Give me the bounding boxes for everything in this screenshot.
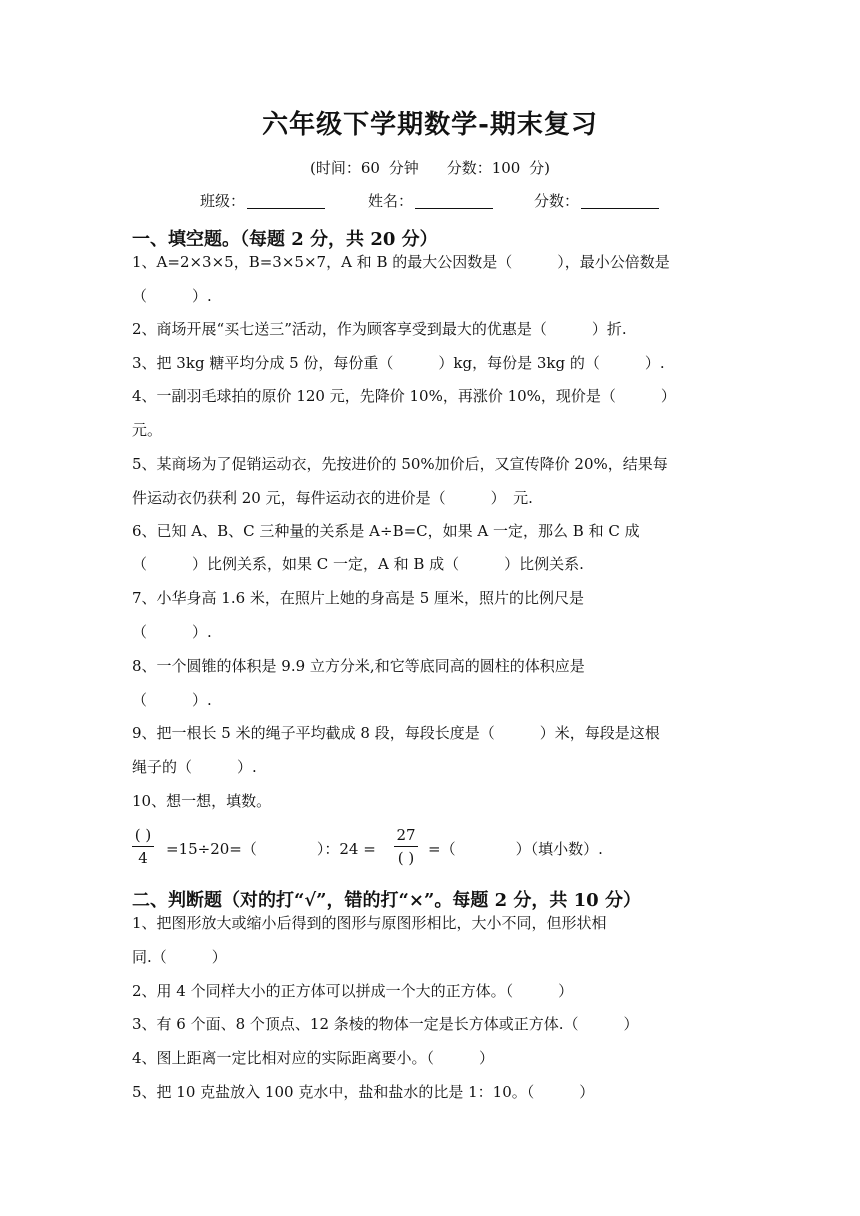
question-line: 7、小华身高 1.6 米，在照片上她的身高是 5 厘米，照片的比例尺是 bbox=[132, 589, 585, 607]
question-line: 5、某商场为了促销运动衣，先按进价的 50%加价后，又宣传降价 20%，结果每 bbox=[132, 455, 668, 473]
question-line: 绳子的（ ）. bbox=[132, 758, 257, 776]
question-line: 8、一个圆锥的体积是 9.9 立方分米,和它等底同高的圆柱的体积应是 bbox=[132, 657, 585, 675]
question-line: 3、把 3kg 糖平均分成 5 份，每份重（ ）kg，每份是 3kg 的（ ）. bbox=[132, 354, 665, 372]
class-field bbox=[200, 190, 325, 211]
section2-heading: 二、判断题（对的打“√”，错的打“×”。每题 2 分，共 10 分） bbox=[132, 890, 641, 911]
class-blank[interactable] bbox=[247, 192, 325, 209]
question-line: 6、已知 A、B、C 三种量的关系是 A÷B=C，如果 A 一定，那么 B 和 C 成 bbox=[132, 522, 640, 540]
fraction-bar bbox=[132, 846, 154, 847]
question-line: 2、用 4 个同样大小的正方体可以拼成一个大的正方体。（ ） bbox=[132, 982, 574, 1000]
name-blank[interactable] bbox=[415, 192, 493, 209]
class-label: 班级： bbox=[200, 192, 246, 210]
fraction-numerator: ( ) bbox=[134, 826, 152, 844]
page-title: 六年级下学期数学-期末复习 bbox=[262, 110, 598, 140]
exam-subtitle bbox=[0, 157, 860, 178]
fraction-blank-over-4 bbox=[132, 826, 154, 867]
question-line: 5、把 10 克盐放入 100 克水中，盐和盐水的比是 1：10。（ ） bbox=[132, 1083, 595, 1101]
score-blank[interactable] bbox=[581, 192, 659, 209]
question-line: 4、图上距离一定比相对应的实际距离要小。（ ） bbox=[132, 1049, 495, 1067]
equation-middle: =15÷20=（ ）：24 = bbox=[166, 840, 376, 858]
question-line: （ ）比例关系，如果 C 一定，A 和 B 成（ ）比例关系. bbox=[132, 555, 584, 573]
score-info: 分数：100 分) bbox=[446, 159, 550, 177]
question-line: （ ）. bbox=[132, 623, 212, 641]
score-label: 分数： bbox=[534, 192, 580, 210]
question-line: 10、想一想，填数。 bbox=[132, 792, 272, 810]
fraction-bar bbox=[394, 846, 418, 847]
question-line: 3、有 6 个面、8 个顶点、12 条棱的物体一定是长方体或正方体.（ ） bbox=[132, 1015, 639, 1033]
question-line: 元。 bbox=[132, 421, 163, 439]
question-line: 4、一副羽毛球拍的原价 120 元，先降价 10%，再涨价 10%，现价是（ ） bbox=[132, 387, 676, 405]
question-line: 1、A=2×3×5，B=3×5×7，A 和 B 的最大公因数是（ ），最小公倍数是 bbox=[132, 253, 670, 271]
question-line: （ ）. bbox=[132, 691, 212, 709]
question-line: 件运动衣仍获利 20 元，每件运动衣的进价是（ ） 元. bbox=[132, 489, 533, 507]
name-field bbox=[368, 190, 493, 211]
question-line: 1、把图形放大或缩小后得到的图形与原图形相比，大小不同，但形状相 bbox=[132, 914, 607, 932]
fraction-numerator: 27 bbox=[396, 826, 416, 844]
fraction-27-over-blank bbox=[394, 826, 418, 867]
time-info: (时间：60 分钟 bbox=[310, 159, 419, 177]
name-label: 姓名： bbox=[368, 192, 414, 210]
question-line: 9、把一根长 5 米的绳子平均截成 8 段，每段长度是（ ）米，每段是这根 bbox=[132, 724, 660, 742]
question-line: 2、商场开展“买七送三”活动，作为顾客享受到最大的优惠是（ ）折. bbox=[132, 320, 627, 338]
section1-heading: 一、填空题。（每题 2 分，共 20 分） bbox=[132, 229, 438, 250]
fraction-denominator: 4 bbox=[138, 849, 148, 867]
score-field bbox=[534, 190, 659, 211]
fraction-denominator: ( ) bbox=[397, 849, 415, 867]
equation-end: =（ ）（填小数）. bbox=[428, 840, 603, 858]
question-line: （ ）. bbox=[132, 287, 212, 305]
question-line: 同.（ ） bbox=[132, 948, 227, 966]
